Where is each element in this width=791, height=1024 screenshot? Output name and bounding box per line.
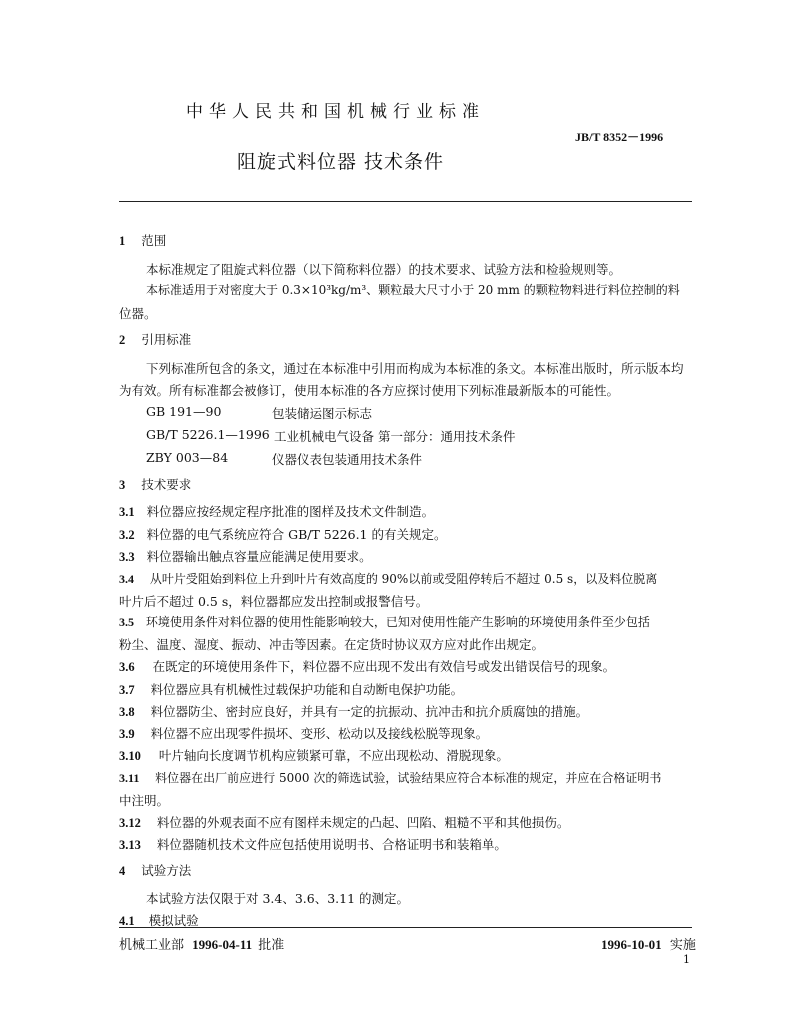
section-number: 4 bbox=[119, 864, 126, 878]
clause bbox=[119, 724, 488, 742]
approval-word: 批准 bbox=[258, 938, 285, 953]
clause bbox=[119, 570, 657, 587]
clause-text: 从叶片受阻始到料位上升到叶片有效高度的 90%以前或受阻停转后不超过 0.5 s，以及料位脱离 bbox=[149, 572, 658, 586]
clause bbox=[119, 835, 507, 853]
clause-text: 料位器的电气系统应符合 GB/T 5226.1 的有关规定。 bbox=[146, 527, 447, 542]
clause-number: 3.3 bbox=[119, 550, 135, 564]
document-title: 阻旋式料位器 技术条件 bbox=[237, 151, 445, 173]
implementation-word: 实施 bbox=[669, 938, 696, 953]
clause-text: 料位器防尘、密封应良好，并具有一定的抗振动、抗冲击和抗介质腐蚀的措施。 bbox=[150, 704, 589, 719]
reference-code: GB/T 5226.1—1996 bbox=[146, 427, 270, 442]
paragraph: 本试验方法仅限于对 3.4、3.6、3.11 的测定。 bbox=[146, 891, 410, 906]
clause-text: 料位器随机技术文件应包括使用说明书、合格证明书和装箱单。 bbox=[156, 837, 507, 852]
clause-number: 3.4 bbox=[119, 572, 134, 586]
reference-code: GB 191—90 bbox=[146, 404, 222, 419]
approver: 机械工业部 bbox=[119, 938, 185, 953]
paragraph: 本标准规定了阻旋式料位器（以下简称料位器）的技术要求、试验方法和检验规则等。 bbox=[146, 262, 622, 277]
section-heading bbox=[119, 330, 191, 348]
paragraph-continuation: 为有效。所有标准都会被修订，使用本标准的各方应探讨使用下列标准最新版本的可能性。 bbox=[119, 383, 620, 398]
reference-code: ZBY 003—84 bbox=[146, 450, 229, 465]
clause-text: 料位器输出触点容量应能满足使用要求。 bbox=[146, 549, 372, 564]
clause bbox=[119, 502, 434, 520]
clause-text: 料位器不应出现零件损坏、变形、松动以及接线松脱等现象。 bbox=[150, 726, 489, 741]
paragraph: 本标准适用于对密度大于 0.3×10³kg/m³、颗粒最大尺寸小于 20 mm 的颗粒物料进行料位控制的料 bbox=[146, 283, 680, 297]
clause bbox=[119, 525, 447, 543]
clause-text: 料位器在出厂前应进行 5000 次的筛选试验，试验结果应符合本标准的规定，并应在合格证明书 bbox=[155, 771, 662, 785]
clause-number: 3.12 bbox=[119, 816, 141, 830]
clause-text: 叶片轴向长度调节机构应锁紧可靠，不应出现松动、滑脱现象。 bbox=[158, 748, 509, 763]
clause-number: 3.2 bbox=[119, 528, 135, 542]
approval-line bbox=[119, 934, 284, 953]
section-heading bbox=[119, 475, 191, 493]
clause-number: 3.6 bbox=[119, 660, 135, 674]
approval-date: 1996-04-11 bbox=[192, 937, 253, 952]
header-divider bbox=[119, 201, 692, 202]
section-number: 2 bbox=[119, 333, 126, 347]
implementation-date: 1996-10-01 bbox=[601, 937, 662, 952]
clause bbox=[119, 657, 615, 675]
clause-number: 3.10 bbox=[119, 749, 141, 763]
subsection-title: 模拟试验 bbox=[148, 913, 199, 928]
paragraph-continuation: 位器。 bbox=[119, 306, 157, 321]
clause-continuation: 中注明。 bbox=[119, 793, 170, 808]
clause bbox=[119, 547, 372, 565]
standard-code: JB/T 8352－1996 bbox=[575, 130, 664, 144]
clause-text: 料位器的外观表面不应有图样未规定的凸起、凹陷、粗糙不平和其他损伤。 bbox=[156, 815, 570, 830]
section-title: 引用标准 bbox=[141, 332, 192, 347]
clause-number: 3.8 bbox=[119, 705, 135, 719]
clause-text: 环境使用条件对料位器的使用性能影响较大，已知对使用性能产生影响的环境使用条件至少包括 bbox=[145, 615, 650, 629]
subsection-number: 4.1 bbox=[119, 914, 135, 928]
clause-number: 3.5 bbox=[119, 615, 134, 629]
standard-org-title: 中华人民共和国机械行业标准 bbox=[186, 102, 485, 122]
clause bbox=[119, 769, 661, 786]
footer-divider bbox=[119, 927, 692, 928]
implementation-line bbox=[601, 934, 696, 953]
section-number: 3 bbox=[119, 478, 126, 492]
clause bbox=[119, 613, 650, 630]
section-title: 范围 bbox=[141, 233, 167, 248]
section-title: 试验方法 bbox=[141, 863, 192, 878]
clause-number: 3.13 bbox=[119, 838, 141, 852]
clause-continuation: 粉尘、温度、湿度、振动、冲击等因素。在定货时协议双方应对此作出规定。 bbox=[119, 637, 545, 652]
clause-number: 3.1 bbox=[119, 505, 135, 519]
section-heading bbox=[119, 861, 191, 879]
reference-name: 工业机械电气设备 第一部分：通用技术条件 bbox=[274, 429, 516, 444]
page-number: 1 bbox=[683, 953, 690, 966]
reference-name: 包装储运图示标志 bbox=[272, 406, 373, 421]
paragraph: 下列标准所包含的条文，通过在本标准中引用而构成为本标准的条文。本标准出版时，所示版本均 bbox=[146, 361, 684, 376]
clause-number: 3.9 bbox=[119, 727, 135, 741]
clause bbox=[119, 702, 588, 720]
section-title: 技术要求 bbox=[141, 477, 192, 492]
section-heading bbox=[119, 231, 166, 249]
clause-number: 3.11 bbox=[119, 771, 140, 785]
clause-number: 3.7 bbox=[119, 683, 135, 697]
clause bbox=[119, 680, 463, 698]
reference-name: 仪器仪表包装通用技术条件 bbox=[272, 452, 423, 467]
clause-continuation: 叶片后不超过 0.5 s，料位器都应发出控制或报警信号。 bbox=[119, 594, 429, 609]
clause-text: 料位器应具有机械性过载保护功能和自动断电保护功能。 bbox=[150, 682, 464, 697]
clause-text: 料位器应按经规定程序批准的图样及技术文件制造。 bbox=[146, 504, 435, 519]
clause bbox=[119, 813, 569, 831]
clause-text: 在既定的环境使用条件下，料位器不应出现不发出有效信号或发出错误信号的现象。 bbox=[152, 659, 616, 674]
clause bbox=[119, 746, 509, 764]
section-number: 1 bbox=[119, 234, 126, 248]
